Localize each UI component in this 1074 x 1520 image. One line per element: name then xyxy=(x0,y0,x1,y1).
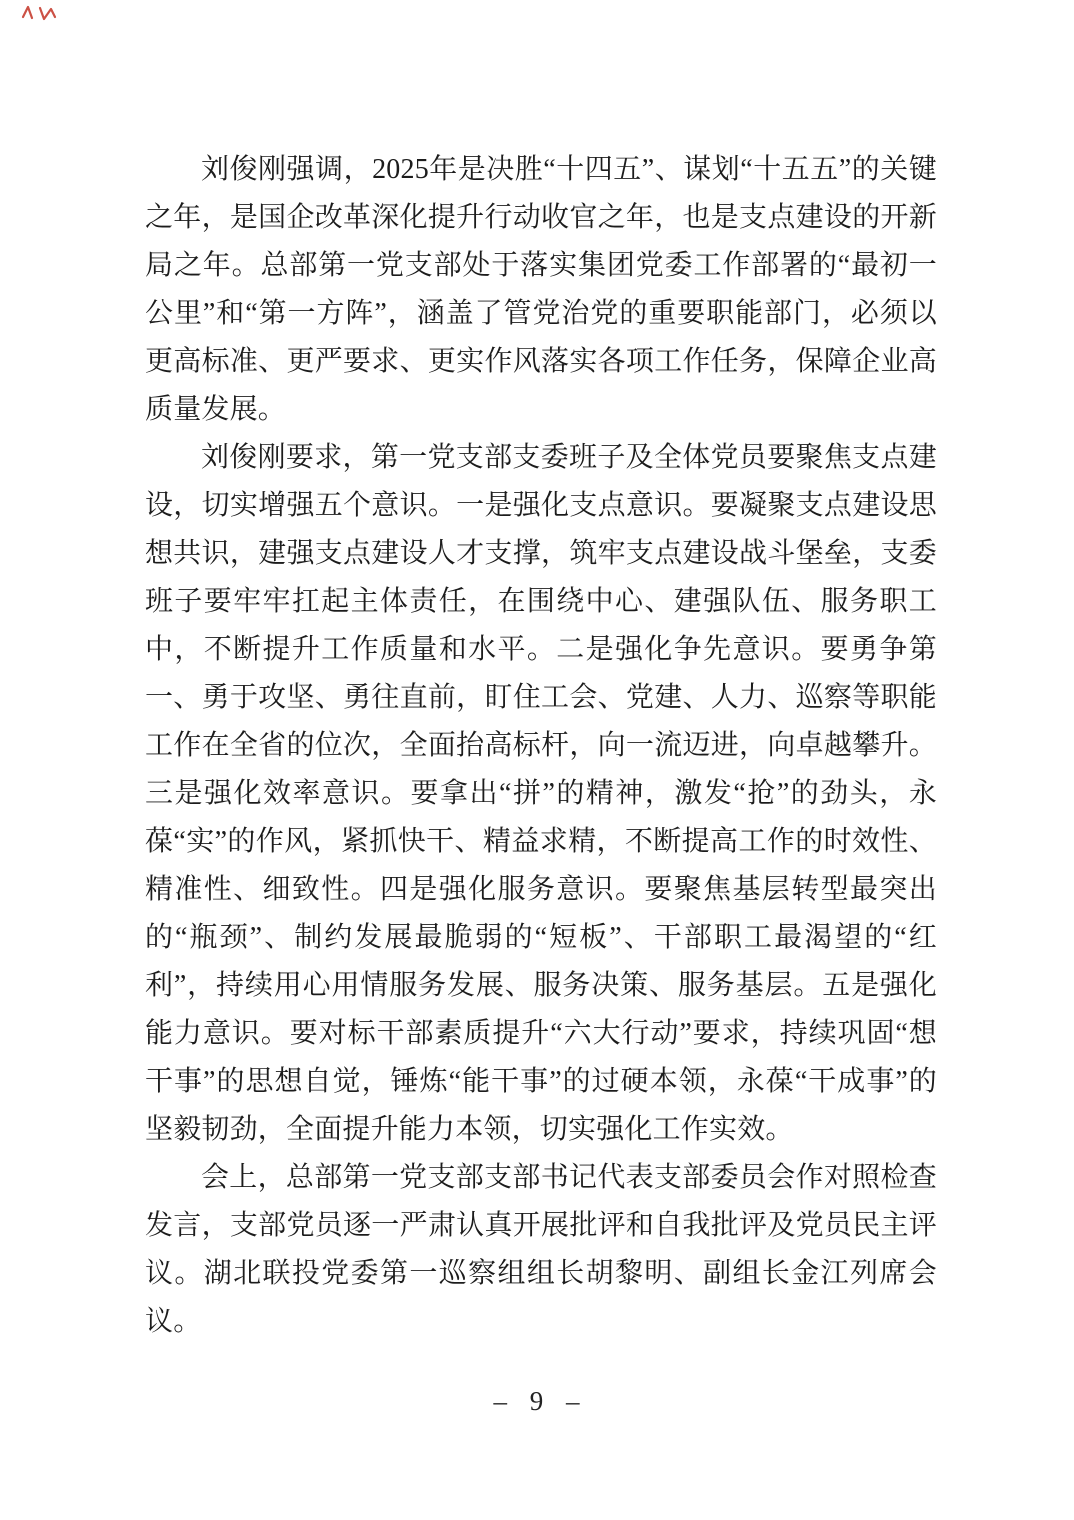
body-paragraph-1: 刘俊刚强调，2025年是决胜“十四五”、谋划“十五五”的关键之年，是国企改革深化提升行动收官之年，也是支点建设的开新局之年。总部第一党支部处于落实集团党委工作部署的“最初一公里”和“第一方阵”，涵盖了管党治党的重要职能部门，必须以更高标准、更严要求、更实作风落实各项工作任务，保障企业高质量发展。 xyxy=(145,154,937,425)
body-paragraph-3: 会上，总部第一党支部支部书记代表支部委员会作对照检查发言，支部党员逐一严肃认真开展批评和自我批评及党员民主评议。湖北联投党委第一巡察组组长胡黎明、副组长金江列席会议。 xyxy=(145,1162,937,1337)
page-number: – 9 – xyxy=(493,1386,581,1416)
document-body xyxy=(145,146,937,1346)
body-paragraph-2: 刘俊刚要求，第一党支部支委班子及全体党员要聚焦支点建设，切实增强五个意识。一是强化支点意识。要凝聚支点建设思想共识，建强支点建设人才支撑，筑牢支点建设战斗堡垒，支委班子要牢牢扛起主体责任，在围绕中心、建强队伍、服务职工中，不断提升工作质量和水平。二是强化争先意识。要勇争第一、勇于攻坚、勇往直前，盯住工会、党建、人力、巡察等职能工作在全省的位次，全面抬高标杆，向一流迈进，向卓越攀升。三是强化效率意识。要拿出“拼”的精神，激发“抢”的劲头，永葆“实”的作风，紧抓快干、精益求精，不断提高工作的时效性、精准性、细致性。四是强化服务意识。要聚焦基层转型最突出的“瓶颈”、制约发展最脆弱的“短板”、干部职工最渴望的“红利”，持续用心用情服务发展、服务决策、服务基层。五是强化能力意识。要对标干部素质提升“六大行动”要求，持续巩固“想干事”的思想自觉，锤炼“能干事”的过硬本领，永葆“干成事”的坚毅韧劲，全面提升能力本领，切实强化工作实效。 xyxy=(145,442,937,1145)
red-pen-mark xyxy=(20,3,60,25)
